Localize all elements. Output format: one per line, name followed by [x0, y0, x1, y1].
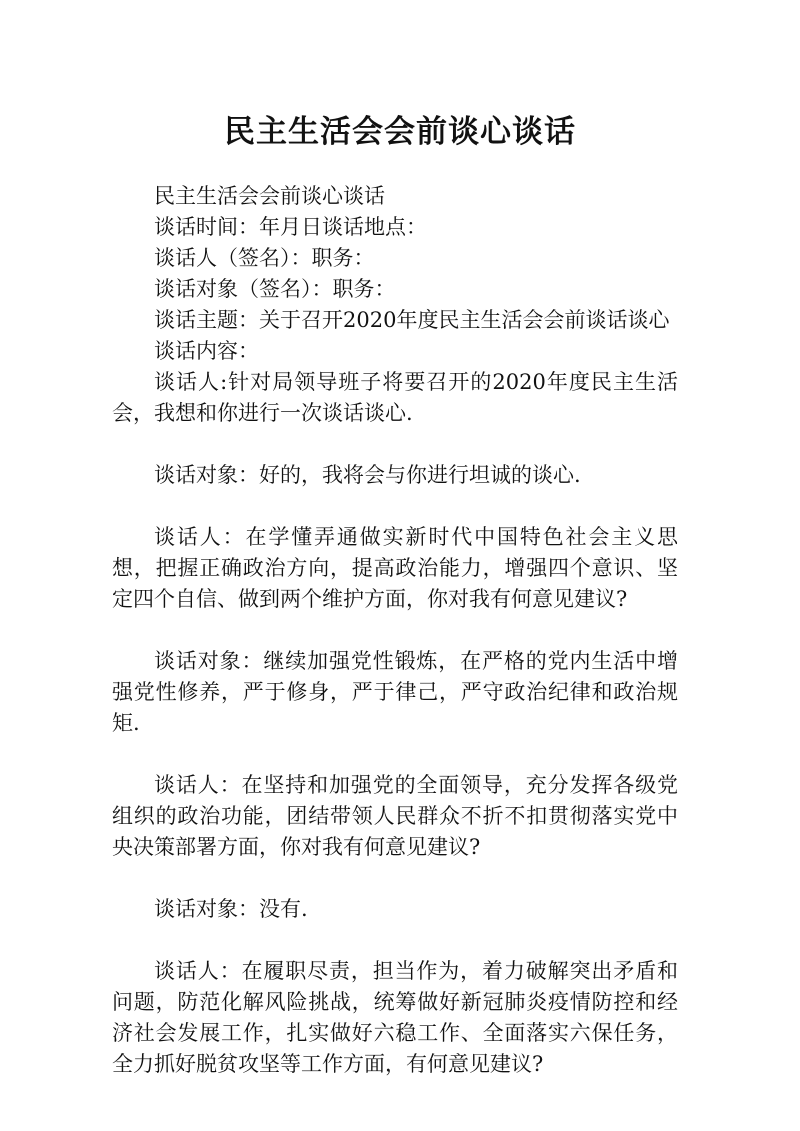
paragraph-speaker-signature: 谈话人（签名）：职务：	[154, 246, 375, 270]
paragraph-heading-repeat: 民主生活会会前谈心谈话	[154, 184, 385, 208]
document-title: 民主生活会会前谈心谈话	[224, 114, 576, 150]
paragraph-target-signature: 谈话对象（签名）：职务：	[154, 277, 396, 301]
paragraph-dialogue-2: 谈话对象：好的，我将会与你进行坦诚的谈心.	[154, 463, 581, 487]
paragraph-dialogue-4: 谈话对象：继续加强党性锻炼，在严格的党内生活中增强党性修养，严于修身，严于律己，严守政治纪律和政治规矩.	[112, 649, 678, 735]
paragraph-time-place: 谈话时间：年月日谈话地点：	[154, 215, 427, 239]
paragraph-dialogue-7: 谈话人：在履职尽责，担当作为，着力破解突出矛盾和问题，防范化解风险挑战，统筹做好新冠肺炎疫情防控和经济社会发展工作，扎实做好六稳工作、全面落实六保任务，全力抓好脱贫攻坚等工作方面，有何意见建议?	[112, 959, 678, 1076]
paragraph-dialogue-1: 谈话人:针对局领导班子将要召开的2020年度民主生活会，我想和你进行一次谈话谈心.	[112, 370, 678, 425]
document-body	[112, 181, 678, 1080]
paragraph-dialogue-6: 谈话对象：没有.	[154, 897, 308, 921]
paragraph-content-label: 谈话内容：	[154, 339, 259, 363]
paragraph-dialogue-5: 谈话人：在坚持和加强党的全面领导，充分发挥各级党组织的政治功能，团结带领人民群众不折不扣贯彻落实党中央决策部署方面，你对我有何意见建议?	[112, 773, 678, 859]
paragraph-topic: 谈话主题：关于召开2020年度民主生活会会前谈话谈心	[154, 308, 670, 332]
paragraph-dialogue-3: 谈话人：在学懂弄通做实新时代中国特色社会主义思想，把握正确政治方向，提高政治能力，增强四个意识、坚定四个自信、做到两个维护方面，你对我有何意见建议?	[112, 525, 678, 611]
